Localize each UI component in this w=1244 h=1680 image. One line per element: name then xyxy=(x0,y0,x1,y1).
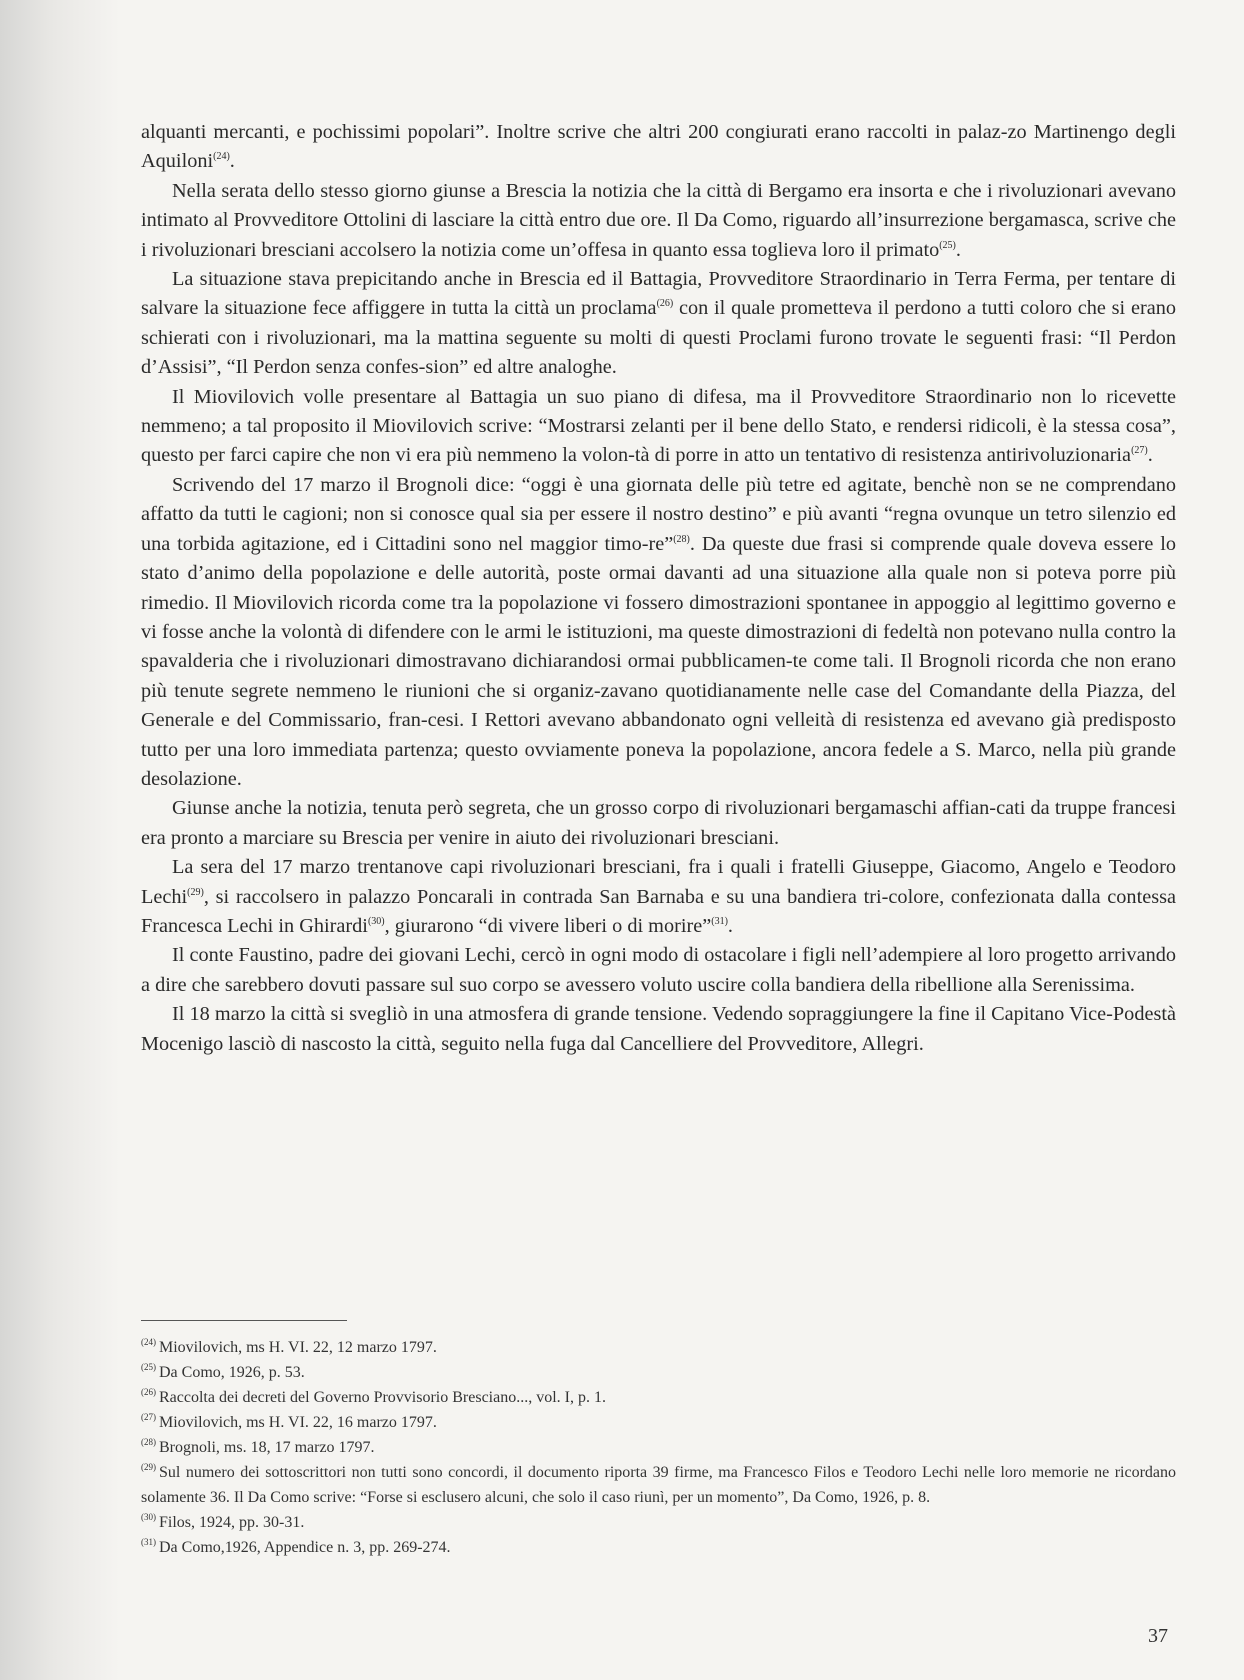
paragraph-text: Scrivendo del 17 marzo il Brognoli dice: “oggi è una giornata delle più tetre ed agitate, benchè non se ne comprendano affatto da tutti le cagioni; non si conosce qual sia per essere il nostro destino” e più avanti “regna ovunque un tetro silenzio ed una torbida agitazione, ed i Cittadini sono nel maggior timo-re” xyxy=(141,473,1176,555)
footnote-reference: (25) xyxy=(939,239,956,251)
paragraph xyxy=(141,1000,1176,1059)
footnote-text: Sul numero dei sottoscrittori non tutti sono concordi, il documento riporta 39 firme, ma Francesco Filos e Teodoro Lechi nelle loro memorie ne ricordano solamente 36. Il Da Como scrive: “Forse si esclusero alcuni, che solo il caso riunì, per un momento”, Da Como, 1926, p. 8. xyxy=(141,1464,1176,1506)
paragraph-text: Giunse anche la notizia, tenuta però segreta, che un grosso corpo di rivoluzionari bergamaschi affian-cati da truppe francesi era pronto a marciare su Brescia per venire in aiuto dei rivoluzionari bresciani. xyxy=(141,797,1176,849)
footnotes xyxy=(141,1335,1176,1560)
page-gutter-shadow xyxy=(0,0,120,1680)
paragraph xyxy=(141,471,1176,794)
footnote-number: (29) xyxy=(141,1462,156,1472)
footnote xyxy=(141,1535,1176,1560)
footnote-reference: (31) xyxy=(711,915,728,927)
footnote-text: Raccolta dei decreti del Governo Provvisorio Bresciano..., vol. I, p. 1. xyxy=(159,1389,606,1406)
paragraph-text: , si raccolsero in palazzo Poncarali in contrada San Barnaba e su una bandiera tri-colore, confezionata dalla contessa Francesca Lechi in Ghirardi xyxy=(141,885,1176,937)
paragraph-text: . xyxy=(1147,444,1153,467)
footnote-divider xyxy=(141,1320,347,1321)
footnote-number: (27) xyxy=(141,1412,156,1422)
paragraph-text: . xyxy=(727,914,733,937)
page-number: 37 xyxy=(1148,1625,1168,1647)
paragraph xyxy=(141,177,1176,265)
footnote-number: (24) xyxy=(141,1337,156,1347)
paragraph-text: , giurarono “di vivere liberi o di morire” xyxy=(384,914,712,937)
footnote-reference: (26) xyxy=(656,298,674,310)
footnote-number: (25) xyxy=(141,1362,156,1372)
paragraph xyxy=(141,794,1176,853)
footnote-number: (26) xyxy=(141,1387,156,1397)
footnote-number: (28) xyxy=(141,1437,156,1447)
paragraph-text: alquanti mercanti, e pochissimi popolari”. Inoltre scrive che altri 200 congiurati erano raccolti in palaz-zo Martinengo degli Aquiloni xyxy=(141,121,1176,173)
footnote xyxy=(141,1510,1176,1535)
paragraph xyxy=(141,941,1176,1000)
paragraph-text: con il quale prometteva il perdono a tutti coloro che si erano schierati con i rivoluzionari, ma la mattina seguente su molti di questi Proclami furono trovate le seguenti frasi: “Il Perdon d’Assisi”, “Il Perdon senza confes-sion” ed altre analoghe. xyxy=(141,297,1176,379)
footnote-reference: (24) xyxy=(213,151,230,163)
paragraph-text: Il 18 marzo la città si svegliò in una atmosfera di grande tensione. Vedendo sopraggiungere la fine il Capitano Vice-Podestà Mocenigo lasciò di nascosto la città, seguito nella fuga dal Cancelliere del Provveditore, Allegri. xyxy=(141,1003,1176,1055)
footnote-number: (31) xyxy=(141,1537,156,1547)
footnote-text: Da Como,1926, Appendice n. 3, pp. 269-274. xyxy=(159,1539,451,1556)
footnote-text: Miovilovich, ms H. VI. 22, 16 marzo 1797. xyxy=(159,1414,437,1431)
paragraph-text: Il conte Faustino, padre dei giovani Lechi, cercò in ogni modo di ostacolare i figli nell’adempiere al loro progetto arrivando a dire che sarebbero dovuti passare sul suo corpo se avessero voluto uscire colla bandiera della ribellione alla Serenissima. xyxy=(141,944,1176,996)
footnote xyxy=(141,1360,1176,1385)
paragraph xyxy=(141,853,1176,941)
footnote xyxy=(141,1385,1176,1410)
paragraph-text: Il Miovilovich volle presentare al Battagia un suo piano di difesa, ma il Provveditore Straordinario non lo ricevette nemmeno; a tal proposito il Miovilovich scrive: “Mostrarsi zelanti per il bene dello Stato, e rendersi ridicoli, è la stessa cosa”, questo per farci capire che non vi era più nemmeno la volon-tà di porre in atto un tentativo di resistenza antirivoluzionaria xyxy=(141,385,1176,467)
paragraph-text: . xyxy=(229,150,235,173)
paragraph xyxy=(141,383,1176,471)
footnote-reference: (29) xyxy=(187,886,204,898)
paragraph-text: . xyxy=(955,238,961,261)
paragraph-text: La sera del 17 marzo trentanove capi rivoluzionari bresciani, fra i quali i fratelli Giuseppe, Giacomo, Angelo e Teodoro Lechi xyxy=(141,856,1176,908)
footnote-reference: (28) xyxy=(673,533,690,545)
footnote xyxy=(141,1435,1176,1460)
paragraph-text: Nella serata dello stesso giorno giunse a Brescia la notizia che la città di Bergamo era insorta e che i rivoluzionari avevano intimato al Provveditore Ottolini di lasciare la città entro due ore. Il Da Como, riguardo all’insurrezione bergamasca, scrive che i rivoluzionari bresciani accolsero la notizia come un’offesa in quanto essa toglieva loro il primato xyxy=(141,179,1176,261)
paragraph-text: . Da queste due frasi si comprende quale doveva essere lo stato d’animo della popolazione e delle autorità, poste ormai davanti ad una situazione alla quale non si poteva porre più rimedio. Il Miovilovich ricorda come tra la popolazione vi fossero dimostrazioni spontanee in appoggio al legittimo governo e vi fosse anche la volontà di difendere con le armi le istituzioni, ma queste dimostrazioni di fedeltà non potevano nulla contro la spavalderia che i rivoluzionari dimostravano dichiarandosi ormai pubblicamen-te come tali. Il Brognoli ricorda che non erano più tenute segrete nemmeno le riunioni che si organiz-zavano quotidianamente nelle case del Comandante della Piazza, del Generale e del Commissario, fran-cesi. I Rettori avevano abbandonato ogni velleità di resistenza ed avevano già predisposto tutto per una loro immediata partenza; questo ovviamente poneva la popolazione, ancora fedele a S. Marco, nella più grande desolazione. xyxy=(141,532,1176,790)
footnote-text: Filos, 1924, pp. 30-31. xyxy=(159,1514,305,1531)
footnote-text: Miovilovich, ms H. VI. 22, 12 marzo 1797. xyxy=(159,1339,437,1356)
footnote xyxy=(141,1410,1176,1435)
footnote-text: Brognoli, ms. 18, 17 marzo 1797. xyxy=(159,1439,375,1456)
footnote xyxy=(141,1460,1176,1510)
paragraph xyxy=(141,118,1176,177)
footnote-reference: (30) xyxy=(367,915,385,927)
body-text xyxy=(141,118,1176,1059)
paragraph-text: La situazione stava prepicitando anche in Brescia ed il Battagia, Provveditore Straordinario in Terra Ferma, per tentare di salvare la situazione fece affiggere in tutta la città un proclama xyxy=(141,268,1176,320)
footnote-reference: (27) xyxy=(1131,445,1148,457)
footnote-number: (30) xyxy=(141,1512,156,1522)
page-body xyxy=(141,118,1176,1059)
paragraph xyxy=(141,265,1176,383)
footnote xyxy=(141,1335,1176,1360)
footnote-text: Da Como, 1926, p. 53. xyxy=(159,1364,305,1381)
